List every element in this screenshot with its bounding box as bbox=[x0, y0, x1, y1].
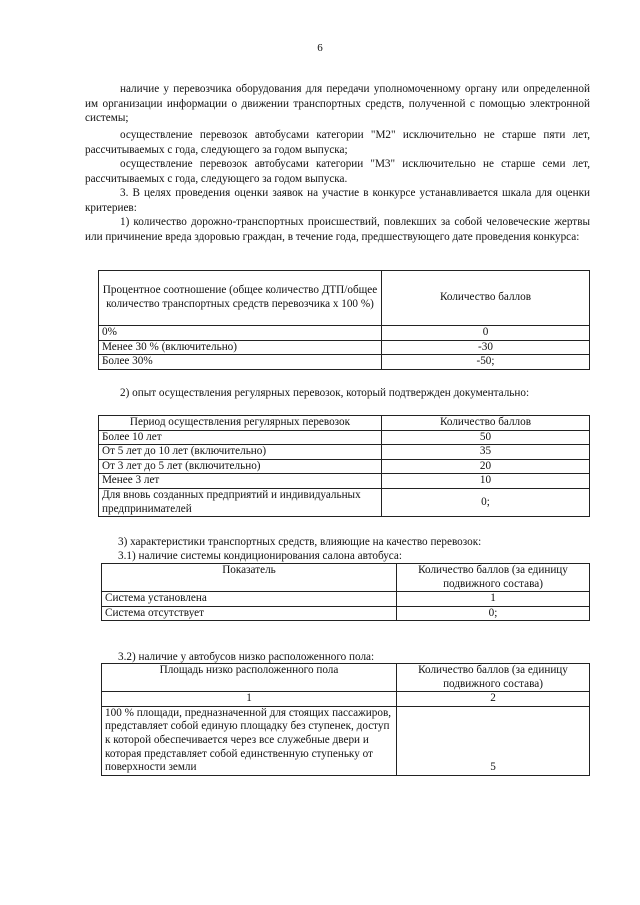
accidents-header-points: Количество баллов bbox=[382, 271, 590, 326]
row-value: 1 bbox=[397, 592, 590, 607]
column-number-1: 1 bbox=[102, 692, 397, 707]
accidents-header-ratio: Процентное соотношение (общее количество ДТП/общее количество транспортных средств перевозчика х 100 %) bbox=[99, 271, 382, 326]
experience-header-period: Период осуществления регулярных перевозок bbox=[99, 416, 382, 431]
ac-header-points: Количество баллов (за единицу подвижного состава) bbox=[397, 564, 590, 592]
low-floor-table bbox=[101, 663, 590, 776]
table-row bbox=[99, 430, 590, 445]
row-value: 35 bbox=[382, 445, 590, 460]
row-label: Более 30% bbox=[99, 355, 382, 370]
low-floor-header-points: Количество баллов (за единицу подвижного состава) bbox=[397, 664, 590, 692]
air-conditioning-table bbox=[101, 563, 590, 621]
row-label: От 5 лет до 10 лет (включительно) bbox=[99, 445, 382, 460]
row-value: -30 bbox=[382, 340, 590, 355]
paragraph-accidents: 1) количество дорожно-транспортных происшествий, повлекших за собой человеческие жертвы или причинение вреда здоровью граждан, в течение года, предшествующего дате проведения конкурса: bbox=[85, 216, 590, 243]
row-value: 0 bbox=[382, 326, 590, 341]
table-row bbox=[102, 606, 590, 621]
experience-header-points: Количество баллов bbox=[382, 416, 590, 431]
row-value: 0; bbox=[397, 606, 590, 621]
paragraph-criteria-scale: 3. В целях проведения оценки заявок на участие в конкурсе устанавливается шкала для оценки критериев: bbox=[85, 187, 590, 214]
row-label: Менее 30 % (включительно) bbox=[99, 340, 382, 355]
table-row bbox=[99, 355, 590, 370]
table-row bbox=[99, 474, 590, 489]
row-label: От 3 лет до 5 лет (включительно) bbox=[99, 459, 382, 474]
table-row bbox=[99, 340, 590, 355]
paragraph-m3-buses: осуществление перевозок автобусами категории "М3" исключительно не старше семи лет, рассчитываемых с года, следующего за годом выпуска. bbox=[85, 158, 590, 185]
row-value: -50; bbox=[382, 355, 590, 370]
row-value: 0; bbox=[382, 488, 590, 516]
paragraph-equipment: наличие у перевозчика оборудования для передачи уполномоченному органу или определенной им организации информации о движении транспортных средств, полученной с помощью электронной системы; bbox=[85, 83, 590, 125]
experience-table bbox=[98, 415, 590, 517]
accidents-table bbox=[98, 270, 590, 370]
row-label: Система установлена bbox=[102, 592, 397, 607]
low-floor-header-area: Площадь низко расположенного пола bbox=[102, 664, 397, 692]
table-row bbox=[99, 326, 590, 341]
row-value: 50 bbox=[382, 430, 590, 445]
row-label: 0% bbox=[99, 326, 382, 341]
column-number-2: 2 bbox=[397, 692, 590, 707]
paragraph-low-floor: 3.2) наличие у автобусов низко расположенного пола: bbox=[118, 651, 375, 663]
row-label: 100 % площади, предназначенной для стоящих пассажиров, представляет собой единую площадку без ступенек, доступ к которой обеспечивается через все служебные двери и которая представляет собой единственную ступеньку от поверхности земли bbox=[102, 706, 397, 775]
table-row bbox=[102, 706, 590, 775]
row-label: Менее 3 лет bbox=[99, 474, 382, 489]
table-row bbox=[99, 459, 590, 474]
ac-header-indicator: Показатель bbox=[102, 564, 397, 592]
row-value: 5 bbox=[397, 706, 590, 775]
table-row bbox=[99, 488, 590, 516]
row-value: 20 bbox=[382, 459, 590, 474]
row-label: Более 10 лет bbox=[99, 430, 382, 445]
row-label: Система отсутствует bbox=[102, 606, 397, 621]
row-value: 10 bbox=[382, 474, 590, 489]
table-row bbox=[102, 592, 590, 607]
table-row bbox=[99, 445, 590, 460]
paragraph-air-conditioning: 3.1) наличие системы кондиционирования салона автобуса: bbox=[118, 550, 402, 562]
paragraph-experience: 2) опыт осуществления регулярных перевозок, который подтвержден документально: bbox=[120, 387, 530, 399]
page-number: 6 bbox=[317, 42, 323, 54]
paragraph-m2-buses: осуществление перевозок автобусами категории "М2" исключительно не старше пяти лет, рассчитываемых с года, следующего за годом выпуска; bbox=[85, 129, 590, 156]
paragraph-vehicle-characteristics: 3) характеристики транспортных средств, влияющие на качество перевозок: bbox=[118, 536, 482, 548]
row-label: Для вновь созданных предприятий и индивидуальных предпринимателей bbox=[99, 488, 382, 516]
